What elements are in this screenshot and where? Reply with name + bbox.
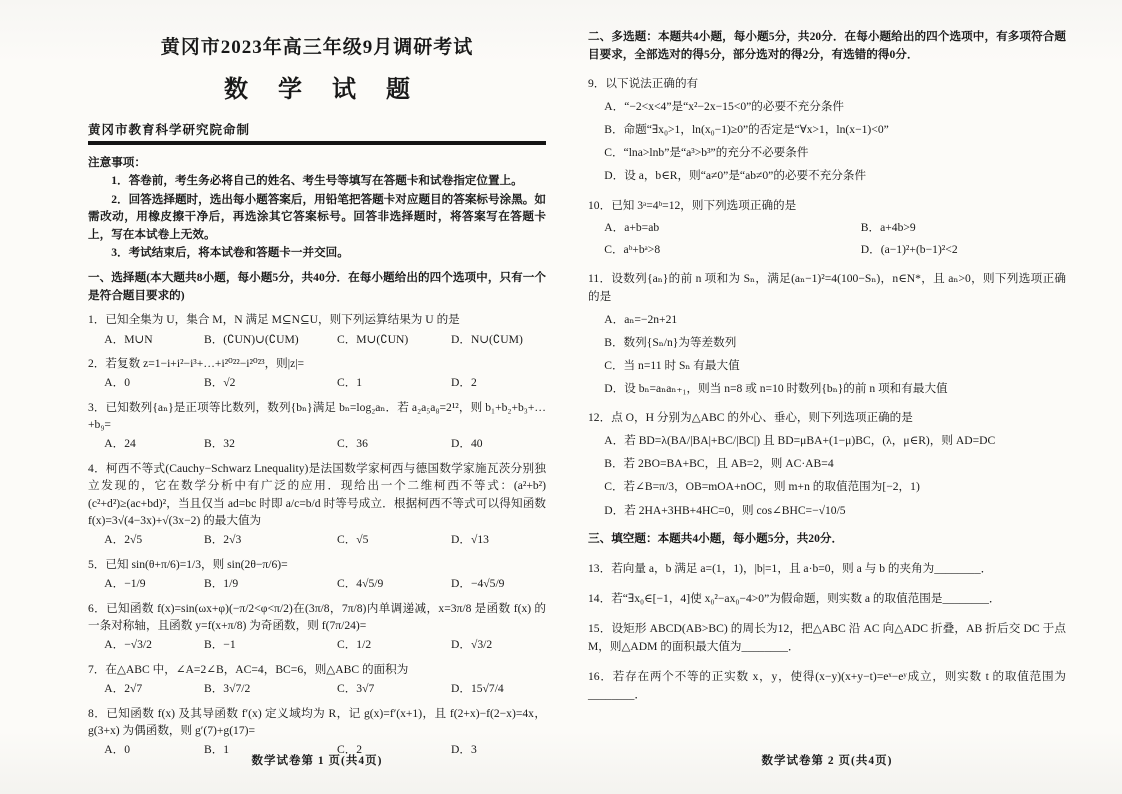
question-stem: 10．已知 3ᵃ=4ᵇ=12，则下列选项正确的是 — [588, 198, 797, 212]
exam-title: 黄冈市2023年高三年级9月调研考试 — [160, 37, 474, 58]
option-A: A．aₙ=−2n+21 — [604, 312, 678, 326]
option-A: A．M∪N — [104, 332, 153, 346]
option-A: C．aᵇ+bᵃ>8 — [604, 242, 661, 256]
option-A: A．2√5 — [104, 533, 143, 547]
option-D: D．40 — [450, 437, 483, 451]
option-A: A．0 — [104, 743, 130, 757]
notice-item: 3．考试结束后，将本试卷和答题卡一并交回。 — [111, 245, 349, 259]
option-A: A．0 — [104, 376, 130, 390]
options-row — [588, 219, 1066, 237]
question-stem: 5．已知 sin(θ+π/6)=1/3，则 sin(2θ−π/6)= — [88, 557, 288, 571]
option-D: D．√3/2 — [450, 638, 493, 652]
option-D: D．若 2HA+3HB+4HC=0，则 cos∠BHC=−√10/5 — [604, 503, 846, 517]
option-C: C．M∪(∁UN) — [336, 332, 409, 346]
divider-rule — [88, 141, 546, 145]
option-A: A．“−2<x<4”是“x²−2x−15<0”的必要不充分条件 — [604, 100, 845, 114]
option-D: D．−4√5/9 — [450, 577, 505, 591]
options-row — [88, 636, 546, 653]
option-D: D．3 — [450, 743, 477, 757]
options-row — [88, 575, 546, 592]
options-row — [588, 241, 1066, 259]
option-C: C．36 — [336, 437, 368, 451]
option-B: B．−1 — [203, 638, 236, 652]
options-row — [88, 374, 546, 391]
question-stem: 4．柯西不等式(Cauchy−Schwarz Lnequality)是法国数学家柯西与德国数学家施瓦茨分别独立发现的，它在数学分析中有广泛的应用．现给出一个二维柯西不等式：(a²+b²)(c²+d²)≥(ac+bd)²，当且仅当 ad=bc 时即 a/c=b/d 时等号成立．根据柯西不等式可以得知函数 f(x)=3√(4−3x)+√(3x−2) 的最大值为 — [88, 461, 546, 528]
option-D: D．设 bₙ=aₙaₙ₊₁，则当 n=8 或 n=10 时数列{bₙ}的前 n 项和有最大值 — [604, 382, 948, 396]
page-2-blocks — [588, 28, 1066, 704]
exam-subject: 数 学 试 题 — [224, 77, 422, 103]
option-C: C．4√5/9 — [336, 577, 384, 591]
option-D: D．√13 — [450, 533, 489, 547]
option-C: C．√5 — [336, 533, 369, 547]
section-heading: 一、选择题(本大题共8小题，每小题5分，共40分．在每小题给出的四个选项中，只有一个是符合题目要求的) — [88, 271, 546, 302]
question-stem: 2．若复数 z=1−i+i²−i³+…+i²⁰²²−i²⁰²³，则|z|= — [88, 356, 305, 370]
options-row — [88, 331, 546, 348]
option-B: B．3√7/2 — [203, 682, 251, 696]
option-B: B．若 2BO=BA+BC，且 AB=2，则 AC·AB=4 — [604, 457, 834, 471]
option-C: C．“lna>lnb”是“a³>b³”的充分不必要条件 — [604, 146, 809, 160]
option-B: B．a+4b>9 — [860, 220, 916, 234]
option-C: C．3√7 — [336, 682, 375, 696]
notice-heading: 注意事项： — [88, 156, 146, 169]
page-1-footer: 数学试卷第 1 页(共4页) — [251, 755, 383, 767]
option-B: B．命题“∃x₀>1，ln(x₀−1)≥0”的否定是“∀x>1，ln(x−1)<0” — [604, 123, 889, 137]
question-stem: 1．已知全集为 U，集合 M，N 满足 M⊆N⊆U，则下列运算结果为 U 的是 — [88, 313, 460, 327]
option-C: C．当 n=11 时 Sₙ 有最大值 — [604, 359, 740, 373]
option-B: B．数列{Sₙ/n}为等差数列 — [604, 336, 737, 350]
question-stem: 11．设数列{aₙ}的前 n 项和为 Sₙ，满足(aₙ−1)²=4(100−Sₙ)，n∈N*，且 aₙ>0，则下列选项正确的是 — [588, 271, 1066, 303]
option-A: A．24 — [104, 437, 136, 451]
option-D: D．2 — [450, 376, 477, 390]
option-A: A．若 BD=λ(BA/|BA|+BC/|BC|) 且 BD=μBA+(1−μ)BC，(λ，μ∈R)，则 AD=DC — [604, 434, 996, 448]
notice-item: 1．答卷前，考生务必将自己的姓名、考生号等填写在答题卡和试卷指定位置上。 — [111, 174, 523, 188]
option-B: B．1 — [203, 743, 230, 757]
option-D: D．设 a，b∈R，则“a≠0”是“ab≠0”的必要不充分条件 — [604, 169, 867, 183]
option-B: D．(a−1)²+(b−1)²<2 — [860, 242, 958, 256]
question-stem: 3．已知数列{aₙ}是正项等比数列，数列{bₙ}满足 bₙ=log₂aₙ．若 a₂a₅a₈=2¹²，则 b₁+b₂+b₃+…+b₉= — [88, 400, 546, 432]
option-B: B．(∁UN)∪(∁UM) — [203, 332, 299, 346]
option-A: A．2√7 — [104, 682, 143, 696]
question-stem: 7．在△ABC 中，∠A=2∠B，AC=4，BC=6，则△ABC 的面积为 — [88, 662, 409, 676]
page-2 — [588, 0, 1066, 794]
question-stem: 12．点 O，H 分别为△ABC 的外心、垂心，则下列选项正确的是 — [588, 411, 913, 425]
option-A: A．a+b=ab — [604, 220, 660, 234]
question-stem: 8．已知函数 f(x) 及其导函数 f′(x) 定义域均为 R，记 g(x)=f′(x+1)，且 f(2+x)−f(2−x)=4x，g(3+x) 为偶函数，则 g′(7)+g(17)= — [88, 706, 546, 737]
option-B: B．2√3 — [203, 533, 242, 547]
option-B: B．32 — [203, 437, 235, 451]
option-D: D．15√7/4 — [450, 682, 504, 696]
notice-item: 2．回答选择题时，选出每小题答案后，用铅笔把答题卡对应题目的答案标号涂黑。如需改动，用橡皮擦干净后，再选涂其它答案标号。回答非选择题时，将答案写在答题卡上，写在本试卷上无效。 — [88, 192, 546, 241]
options-row — [88, 680, 546, 697]
page-1 — [88, 0, 546, 794]
page-2-footer: 数学试卷第 2 页(共4页) — [761, 755, 893, 767]
option-B: B．√2 — [203, 376, 236, 390]
options-row — [88, 435, 546, 452]
option-A: A．−1/9 — [104, 577, 146, 591]
question-stem: 6．已知函数 f(x)=sin(ωx+φ)(−π/2<φ<π/2)在(3π/8，7π/8)内单调递减，x=3π/8 是函数 f(x) 的一条对称轴，且函数 y=f(x+π/8) 为奇函数，则 f(7π/24)= — [88, 601, 546, 632]
option-D: D．N∪(∁UM) — [450, 332, 523, 346]
fill-in-question: 14．若“∃x₀∈[−1，4]使 x₀²−ax₀−4>0”为假命题，则实数 a 的取值范围是________． — [588, 591, 1001, 605]
fill-in-question: 15．设矩形 ABCD(AB>BC) 的周长为12，把△ABC 沿 AC 向△ADC 折叠，AB 折后交 DC 于点 M，则△ADM 的面积最大值为________． — [588, 621, 1066, 653]
option-C: C．1 — [336, 376, 363, 390]
question-stem: 9．以下说法正确的有 — [588, 77, 699, 91]
section-heading: 三、填空题：本题共4小题，每小题5分，共20分． — [588, 531, 844, 545]
fill-in-question: 13．若向量 a，b 满足 a=(1，1)，|b|=1，且 a·b=0，则 a 与 b 的夹角为________． — [588, 561, 993, 575]
options-row — [88, 531, 546, 548]
page-1-blocks — [88, 154, 546, 759]
option-B: B．1/9 — [203, 577, 239, 591]
fill-in-question: 16．若存在两个不等的正实数 x，y，使得(x−y)(x+y−t)=eˣ−eʸ成立，则实数 t 的取值范围为________． — [588, 670, 1066, 702]
exam-issuer: 黄冈市教育科学研究院命制 — [88, 123, 251, 137]
option-C: C．2 — [336, 743, 363, 757]
option-C: C．1/2 — [336, 638, 372, 652]
section-heading: 二、多选题：本题共4小题，每小题5分，共20分．在每小题给出的四个选项中，有多项符合题目要求，全部选对的得5分，部分选对的得2分，有选错的得0分． — [588, 30, 1066, 62]
option-C: C．若∠B=π/3，OB=mOA+nOC，则 m+n 的取值范围为[−2，1) — [604, 480, 920, 494]
option-A: A．−√3/2 — [104, 638, 152, 652]
